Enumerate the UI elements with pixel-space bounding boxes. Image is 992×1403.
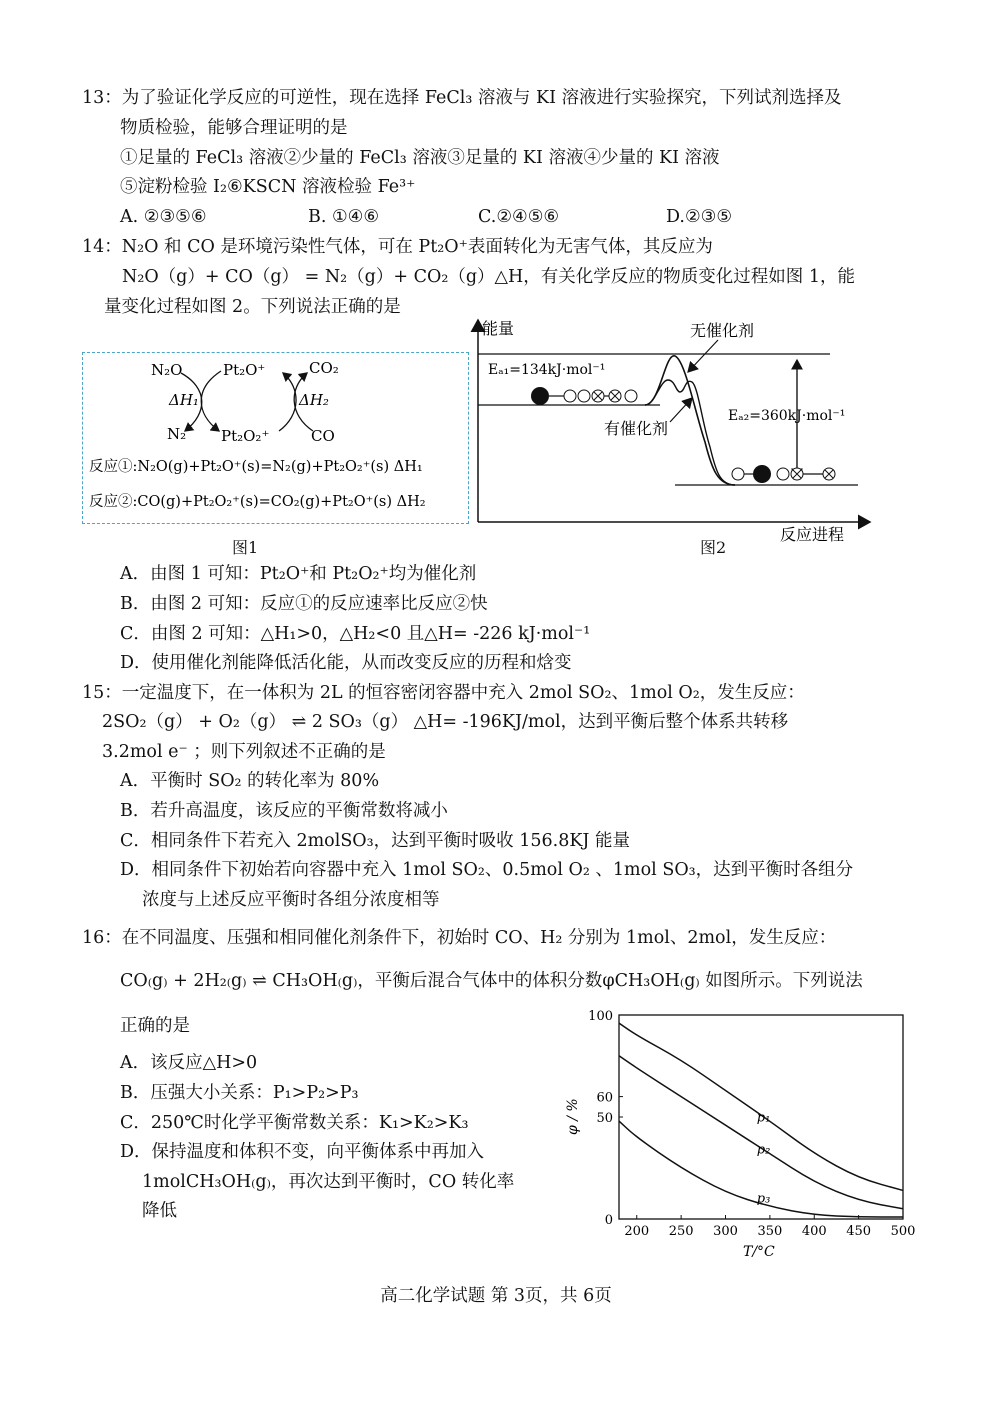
q15-option-a: A．平衡时 SO₂ 的转化率为 80% <box>120 771 380 791</box>
no-catalyst-label: 无催化剂 <box>690 321 755 340</box>
q13-option-b: B. ①④⑥ <box>308 207 380 227</box>
q16-option-d-line3: 降低 <box>142 1201 177 1221</box>
q13-option-c: C.②④⑤⑥ <box>478 207 560 227</box>
x-tick-label: 250 <box>668 1224 694 1239</box>
q16-stem-line3: 正确的是 <box>120 1016 190 1036</box>
label-pt2o2: Pt₂O₂⁺ <box>221 427 270 445</box>
label-co2: CO₂ <box>309 359 339 377</box>
q16-option-a: A．该反应△H>0 <box>120 1053 258 1073</box>
q16-option-c: C．250℃时化学平衡常数关系：K₁>K₂>K₃ <box>120 1113 469 1133</box>
label-dh1: ΔH₁ <box>169 391 199 409</box>
phi-temperature-chart <box>555 1000 925 1270</box>
ea1-label: Eₐ₁=134kJ·mol⁻¹ <box>488 362 606 378</box>
q13-conditions-line1: ①足量的 FeCl₃ 溶液②少量的 FeCl₃ 溶液③足量的 KI 溶液④少量的 KI 溶液 <box>120 148 720 168</box>
y-tick-label: 60 <box>596 1090 613 1106</box>
product-open-atom <box>732 468 744 480</box>
x-tick-label: 300 <box>713 1224 738 1239</box>
x-tick-label: 200 <box>624 1224 650 1239</box>
series-label-3: p₃ <box>756 1191 771 1207</box>
ea2-label: Eₐ₂=360kJ·mol⁻¹ <box>728 408 846 424</box>
q14-option-b: B．由图 2 可知：反应①的反应速率比反应②快 <box>120 594 488 614</box>
label-pt2o-top: Pt₂O⁺ <box>223 361 266 379</box>
series-label-1: p₁ <box>756 1110 771 1126</box>
page-footer: 高二化学试题 第 3页，共 6页 <box>380 1286 612 1306</box>
arrow-reaction2-left <box>279 373 296 431</box>
q15-stem-line3: 3.2mol e⁻ ；则下列叙述不正确的是 <box>102 742 386 762</box>
series-line-1 <box>619 1023 903 1190</box>
q15-stem-line2: 2SO₂（g） + O₂（g） ⇌ 2 SO₃（g） △H= -196KJ/mol，达到平衡后整个体系共转移 <box>102 712 789 732</box>
q16-stem-line2: CO₍g₎ + 2H₂₍g₎ ⇌ CH₃OH₍g₎，平衡后混合气体中的体积分数φCH₃OH₍g₎ 如图所示。下列说法 <box>120 971 863 991</box>
q14-option-c: C．由图 2 可知：△H₁>0，△H₂<0 且△H= -226 kJ·mol⁻¹ <box>120 624 591 644</box>
progress-axis-label: 反应进程 <box>780 525 845 544</box>
series-line-2 <box>619 1056 903 1209</box>
label-co: CO <box>311 427 335 445</box>
reactant-open-atom <box>578 390 590 402</box>
y-tick-label: 0 <box>604 1213 613 1228</box>
label-n2: N₂ <box>167 425 187 443</box>
figure-2-caption: 图2 <box>700 538 727 557</box>
reactant-open-atom <box>625 390 637 402</box>
q15-option-d-line2: 浓度与上述反应平衡时各组分浓度相等 <box>142 890 440 910</box>
q16-option-b: B．压强大小关系：P₁>P₂>P₃ <box>120 1083 359 1103</box>
reaction-2-equation: 反应②:CO(g)+Pt₂O₂⁺(s)=CO₂(g)+Pt₂O⁺(s) ΔH₂ <box>89 494 426 510</box>
x-tick-label: 400 <box>801 1224 827 1239</box>
x-axis-label: T/°C <box>743 1244 775 1260</box>
energy-axis-label: 能量 <box>482 319 515 338</box>
x-tick-label: 500 <box>890 1224 916 1239</box>
reactant-open-atom <box>564 390 576 402</box>
catalyst-label: 有催化剂 <box>604 419 669 438</box>
q14-option-a: A．由图 1 可知：Pt₂O⁺和 Pt₂O₂⁺均为催化剂 <box>120 564 477 584</box>
q14-option-d: D．使用催化剂能降低活化能，从而改变反应的历程和焓变 <box>120 653 572 673</box>
figure-2-energy-diagram <box>470 312 890 552</box>
x-tick-label: 350 <box>757 1224 783 1239</box>
product-filled-atom <box>753 465 771 483</box>
reactant-filled-atom <box>531 387 549 405</box>
reaction-1-equation: 反应①:N₂O(g)+Pt₂O⁺(s)=N₂(g)+Pt₂O₂⁺(s) ΔH₁ <box>89 459 423 475</box>
q13-conditions-line2: ⑤淀粉检验 I₂⑥KSCN 溶液检验 Fe³⁺ <box>120 177 416 197</box>
q15-option-c: C．相同条件下若充入 2molSO₃，达到平衡时吸收 156.8KJ 能量 <box>120 831 630 851</box>
q16-stem-line1: 16：在不同温度、压强和相同催化剂条件下，初始时 CO、H₂ 分别为 1mol、2mol，发生反应： <box>82 928 837 948</box>
q13-stem-line1: 13：为了验证化学反应的可逆性，现在选择 FeCl₃ 溶液与 KI 溶液进行实验探究，下列试剂选择及 <box>82 88 842 108</box>
q16-option-d-line1: D．保持温度和体积不变，向平衡体系中再加入 <box>120 1142 485 1162</box>
arrow-reaction1-right <box>201 371 221 431</box>
x-tick-label: 450 <box>846 1224 872 1239</box>
q14-stem-line1: 14：N₂O 和 CO 是环境污染性气体，可在 Pt₂O⁺表面转化为无害气体，其反应为 <box>82 237 713 257</box>
q13-stem-line2: 物质检验，能够合理证明的是 <box>120 118 348 138</box>
product-open-atom <box>777 468 789 480</box>
y-tick-label: 50 <box>596 1111 613 1126</box>
q14-stem-line3: 量变化过程如图 2。下列说法正确的是 <box>104 297 401 317</box>
no-catalyst-pointer <box>688 340 718 372</box>
q15-stem-line1: 15：一定温度下，在一体积为 2L 的恒容密闭容器中充入 2mol SO₂、1mol O₂，发生反应： <box>82 683 805 703</box>
label-n2o: N₂O <box>151 361 183 379</box>
catalyst-pointer <box>670 398 692 422</box>
figure-1-cycle-diagram <box>83 353 468 523</box>
y-tick-label: 100 <box>588 1009 613 1024</box>
series-label-2: p₂ <box>756 1142 771 1158</box>
y-axis-label: φ / % <box>565 1098 581 1135</box>
q14-stem-line2: N₂O（g）+ CO（g） = N₂（g）+ CO₂（g）△H，有关化学反应的物质变化过程如图 1，能 <box>122 267 855 287</box>
q15-option-d-line1: D．相同条件下初始若向容器中充入 1mol SO₂、0.5mol O₂ 、1mol SO₃，达到平衡时各组分 <box>120 860 854 880</box>
q13-option-d: D.②③⑤ <box>666 207 733 227</box>
figure-1-box <box>82 352 469 524</box>
q16-option-d-line2: 1molCH₃OH₍g₎，再次达到平衡时，CO 转化率 <box>142 1172 515 1192</box>
figure-1-caption: 图1 <box>232 538 259 557</box>
label-dh2: ΔH₂ <box>299 391 329 409</box>
q15-option-b: B．若升高温度，该反应的平衡常数将减小 <box>120 801 448 821</box>
q13-option-a: A. ②③⑤⑥ <box>120 207 207 227</box>
